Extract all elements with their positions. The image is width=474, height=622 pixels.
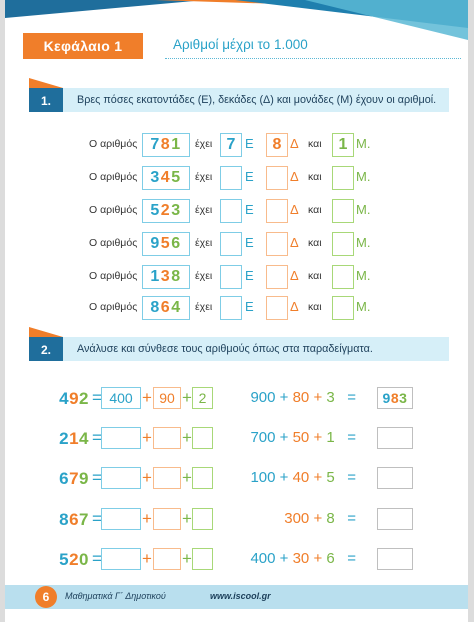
sum-expression <box>250 467 356 489</box>
tens-part-box[interactable] <box>153 467 181 489</box>
sum-expression <box>250 387 356 409</box>
units-digit: 4 <box>79 429 89 448</box>
number-to-decompose <box>45 549 89 571</box>
units-answer-box[interactable] <box>332 296 354 320</box>
tens-answer-box[interactable] <box>266 199 288 223</box>
units-digit: 1 <box>171 136 182 153</box>
units-answer-box[interactable] <box>332 232 354 256</box>
plus-sign: + <box>279 429 289 446</box>
hundreds-part-box[interactable] <box>101 508 141 530</box>
hundreds-addend: 100 <box>250 469 276 486</box>
worksheet-page <box>5 0 468 622</box>
number-label: Ο αριθμός <box>89 171 138 183</box>
exercise-1-instruction: Βρες πόσες εκατοντάδες (Ε), δεκάδες (Δ) και μονάδες (Μ) έχουν οι αριθμοί. <box>77 94 437 106</box>
plus-sign: + <box>279 389 289 406</box>
tens-letter: Δ <box>290 202 299 217</box>
tens-answer-box[interactable] <box>266 296 288 320</box>
and-label: και <box>308 171 322 183</box>
hundreds-part-box[interactable] <box>101 548 141 570</box>
tens-digit: 8 <box>160 136 172 153</box>
hundreds-digit: 9 <box>382 390 391 406</box>
tens-addend: 30 <box>292 550 310 567</box>
tens-part-box[interactable]: 90 <box>153 387 181 409</box>
plus-sign: + <box>279 550 289 567</box>
tens-letter: Δ <box>290 299 299 314</box>
number-to-decompose <box>45 428 89 450</box>
tens-digit: 3 <box>160 268 172 285</box>
units-letter: Μ. <box>356 235 371 250</box>
has-label: έχει <box>195 237 213 249</box>
given-number <box>142 296 190 320</box>
units-part-box[interactable] <box>192 508 213 530</box>
has-label: έχει <box>195 301 213 313</box>
tens-addend: 50 <box>292 429 310 446</box>
tens-digit: 6 <box>69 510 80 529</box>
hundreds-letter: Ε <box>245 268 254 283</box>
units-answer-box[interactable] <box>332 199 354 223</box>
plus-sign: + <box>279 469 289 486</box>
composed-number-box[interactable] <box>377 467 413 489</box>
equals-sign: = <box>92 388 102 407</box>
tens-digit: 4 <box>160 169 172 186</box>
sum-expression <box>250 427 356 449</box>
composed-number-box[interactable] <box>377 508 413 530</box>
units-letter: Μ. <box>356 136 371 151</box>
tens-answer-box[interactable] <box>266 166 288 190</box>
hundreds-part-box[interactable]: 400 <box>101 387 141 409</box>
hundreds-letter: Ε <box>245 202 254 217</box>
units-letter: Μ. <box>356 268 371 283</box>
units-addend: 5 <box>326 469 335 486</box>
exercise-2-row <box>5 427 468 451</box>
units-digit: 6 <box>171 235 182 252</box>
tens-addend: 40 <box>292 469 310 486</box>
chapter-badge: Κεφάλαιο 1 <box>23 33 143 59</box>
units-part-box[interactable] <box>192 548 213 570</box>
exercise-2-number: 2. <box>29 337 63 361</box>
website-link[interactable]: www.iscool.gr <box>210 591 271 601</box>
plus-sign: + <box>142 468 152 487</box>
tens-digit: 6 <box>160 299 172 316</box>
exercise-2-header <box>29 337 449 361</box>
units-digit: 5 <box>171 169 182 186</box>
plus-sign: + <box>182 428 192 447</box>
hundreds-letter: Ε <box>245 299 254 314</box>
equals-sign: = <box>92 468 102 487</box>
number-label: Ο αριθμός <box>89 270 138 282</box>
units-digit: 0 <box>79 550 89 569</box>
hundreds-addend: 900 <box>250 389 276 406</box>
tens-part-box[interactable] <box>153 427 181 449</box>
tens-digit: 5 <box>160 235 172 252</box>
tens-letter: Δ <box>290 136 299 151</box>
units-part-box[interactable]: 2 <box>192 387 213 409</box>
plus-sign: + <box>313 389 323 406</box>
number-to-decompose <box>45 468 89 490</box>
tens-digit: 2 <box>69 550 80 569</box>
plus-sign: + <box>313 510 323 527</box>
units-addend: 8 <box>326 510 335 527</box>
tens-part-box[interactable] <box>153 548 181 570</box>
tens-addend: 300 <box>284 510 310 527</box>
exercise-2-row <box>5 467 468 491</box>
number-label: Ο αριθμός <box>89 138 138 150</box>
and-label: και <box>308 301 322 313</box>
plus-sign: + <box>142 428 152 447</box>
number-to-decompose <box>45 509 89 531</box>
tens-part-box[interactable] <box>153 508 181 530</box>
units-letter: Μ. <box>356 169 371 184</box>
hundreds-answer-box[interactable] <box>220 296 242 320</box>
units-digit: 3 <box>171 202 182 219</box>
hundreds-digit: 4 <box>59 389 70 408</box>
equals-sign: = <box>347 550 356 567</box>
hundreds-digit: 8 <box>150 299 161 316</box>
tens-letter: Δ <box>290 268 299 283</box>
exercise-1-row <box>5 133 468 157</box>
tens-addend: 80 <box>292 389 310 406</box>
plus-sign: + <box>313 469 323 486</box>
composed-number-box[interactable] <box>377 427 413 449</box>
has-label: έχει <box>195 171 213 183</box>
hundreds-digit: 7 <box>150 136 161 153</box>
exercise-2-row <box>5 387 468 411</box>
plus-sign: + <box>182 509 192 528</box>
exercise-2-row <box>5 548 468 572</box>
tens-answer-box[interactable] <box>266 265 288 289</box>
hundreds-digit: 1 <box>150 268 161 285</box>
has-label: έχει <box>195 138 213 150</box>
hundreds-addend: 700 <box>250 429 276 446</box>
given-number <box>142 232 190 256</box>
exercise-1-row <box>5 265 468 289</box>
given-number <box>142 166 190 190</box>
units-digit: 9 <box>79 469 89 488</box>
tens-letter: Δ <box>290 169 299 184</box>
equals-sign: = <box>347 510 356 527</box>
units-digit: 7 <box>79 510 89 529</box>
exercise-1-row <box>5 166 468 190</box>
exercise-1-row <box>5 199 468 223</box>
units-answer-box[interactable]: 1 <box>332 133 354 157</box>
tens-digit: 2 <box>160 202 172 219</box>
hundreds-digit: 5 <box>59 550 70 569</box>
sum-expression <box>250 548 356 570</box>
units-part-box[interactable] <box>192 427 213 449</box>
exercise-1-row <box>5 296 468 320</box>
hundreds-digit: 5 <box>150 202 161 219</box>
tens-answer-box[interactable] <box>266 232 288 256</box>
units-addend: 3 <box>326 389 335 406</box>
chapter-title: Αριθμοί μέχρι το 1.000 <box>173 37 308 52</box>
tens-digit: 1 <box>69 429 80 448</box>
exercise-2-instruction: Ανάλυσε και σύνθεσε τους αριθμούς όπως στα παραδείγματα. <box>77 343 373 355</box>
hundreds-digit: 2 <box>59 429 70 448</box>
given-number <box>142 133 190 157</box>
plus-sign: + <box>182 549 192 568</box>
hundreds-answer-box[interactable] <box>220 232 242 256</box>
and-label: και <box>308 138 322 150</box>
units-answer-box[interactable] <box>332 166 354 190</box>
units-addend: 1 <box>326 429 335 446</box>
hundreds-answer-box[interactable] <box>220 166 242 190</box>
hundreds-part-box[interactable] <box>101 427 141 449</box>
hundreds-digit: 9 <box>150 235 161 252</box>
sum-expression <box>284 508 356 530</box>
units-digit: 4 <box>171 299 182 316</box>
tens-digit: 9 <box>69 389 80 408</box>
number-to-decompose <box>45 388 89 410</box>
composed-number-box[interactable] <box>377 548 413 570</box>
hundreds-addend: 400 <box>250 550 276 567</box>
equals-sign: = <box>92 509 102 528</box>
hundreds-letter: Ε <box>245 235 254 250</box>
units-addend: 6 <box>326 550 335 567</box>
book-title: Μαθηματικά Γ΄ Δημοτικού <box>65 591 166 601</box>
number-label: Ο αριθμός <box>89 204 138 216</box>
hundreds-answer-box[interactable] <box>220 199 242 223</box>
exercise-1-number: 1. <box>29 88 63 112</box>
has-label: έχει <box>195 204 213 216</box>
units-digit: 3 <box>399 390 408 406</box>
given-number <box>142 199 190 223</box>
hundreds-answer-box[interactable] <box>220 265 242 289</box>
hundreds-digit: 8 <box>59 510 70 529</box>
exercise-1-row <box>5 232 468 256</box>
title-underline <box>165 58 461 59</box>
hundreds-part-box[interactable] <box>101 467 141 489</box>
units-digit: 2 <box>79 389 89 408</box>
units-part-box[interactable] <box>192 467 213 489</box>
plus-sign: + <box>142 388 152 407</box>
hundreds-letter: Ε <box>245 169 254 184</box>
plus-sign: + <box>182 468 192 487</box>
given-number <box>142 265 190 289</box>
hundreds-answer-box[interactable]: 7 <box>220 133 242 157</box>
equals-sign: = <box>92 428 102 447</box>
plus-sign: + <box>142 549 152 568</box>
number-label: Ο αριθμός <box>89 237 138 249</box>
equals-sign: = <box>347 469 356 486</box>
exercise-2-row <box>5 508 468 532</box>
number-label: Ο αριθμός <box>89 301 138 313</box>
tens-letter: Δ <box>290 235 299 250</box>
units-digit: 8 <box>171 268 182 285</box>
and-label: και <box>308 204 322 216</box>
tens-digit: 7 <box>69 469 80 488</box>
units-answer-box[interactable] <box>332 265 354 289</box>
has-label: έχει <box>195 270 213 282</box>
plus-sign: + <box>142 509 152 528</box>
hundreds-digit: 3 <box>150 169 161 186</box>
plus-sign: + <box>182 388 192 407</box>
units-letter: Μ. <box>356 202 371 217</box>
tens-answer-box[interactable]: 8 <box>266 133 288 157</box>
and-label: και <box>308 237 322 249</box>
plus-sign: + <box>313 429 323 446</box>
composed-number-box[interactable] <box>377 387 413 409</box>
and-label: και <box>308 270 322 282</box>
exercise-1-header <box>29 88 449 112</box>
equals-sign: = <box>347 389 356 406</box>
tens-digit: 8 <box>390 390 400 406</box>
hundreds-digit: 6 <box>59 469 70 488</box>
hundreds-letter: Ε <box>245 136 254 151</box>
page-number: 6 <box>35 586 57 608</box>
units-letter: Μ. <box>356 299 371 314</box>
equals-sign: = <box>92 549 102 568</box>
equals-sign: = <box>347 429 356 446</box>
plus-sign: + <box>313 550 323 567</box>
